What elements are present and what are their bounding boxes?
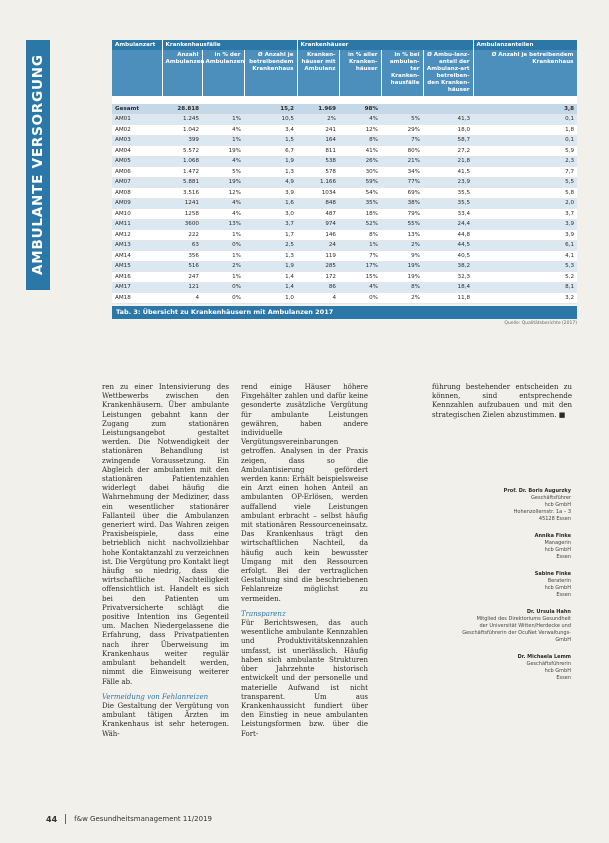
table-cell: 2% xyxy=(297,114,339,125)
table-cell: 4% xyxy=(339,114,381,125)
table-cell: 1% xyxy=(202,251,244,262)
table-cell: 5% xyxy=(381,114,423,125)
table-cell: 4,1 xyxy=(473,251,577,262)
table-cell: 8,1 xyxy=(473,282,577,293)
table-cell: 80% xyxy=(381,146,423,157)
table-cell: 79% xyxy=(381,209,423,220)
table-row xyxy=(112,198,577,209)
sub-header: Kranken-häuser mit Ambulanz xyxy=(297,50,339,96)
table-cell: AM04 xyxy=(112,146,162,157)
table-cell: 5,3 xyxy=(473,261,577,272)
table-cell: 8% xyxy=(339,230,381,241)
table-cell: 21% xyxy=(381,156,423,167)
table-cell: 4% xyxy=(202,156,244,167)
table-cell: AM15 xyxy=(112,261,162,272)
body-text xyxy=(432,383,572,420)
table-cell: 4 xyxy=(297,293,339,304)
table-row xyxy=(112,240,577,251)
table-row xyxy=(112,156,577,167)
author-name: Prof. Dr. Boris Augurzky xyxy=(503,488,571,494)
table-cell: 578 xyxy=(297,167,339,178)
group-header-ambulanzart: Ambulanzart xyxy=(112,40,162,50)
author-detail: hcb GmbH xyxy=(544,585,571,591)
table-cell: 1,7 xyxy=(244,230,297,241)
sub-header: in % bei ambulan-ter Kranken-hausfälle xyxy=(381,50,423,96)
table-cell: 19% xyxy=(202,146,244,157)
author-entry xyxy=(445,609,571,644)
table-cell: 19% xyxy=(202,177,244,188)
author-entry xyxy=(445,488,571,523)
table-cell: 0% xyxy=(202,282,244,293)
page-footer xyxy=(46,814,446,824)
table-row xyxy=(112,177,577,188)
ambulance-table-block xyxy=(112,40,577,326)
table-cell: 38,2 xyxy=(423,261,473,272)
table-cell: 1,9 xyxy=(244,156,297,167)
table-total-row xyxy=(112,104,577,114)
table-cell: AM17 xyxy=(112,282,162,293)
table-cell: 33,4 xyxy=(423,209,473,220)
table-cell: 487 xyxy=(297,209,339,220)
table-row xyxy=(112,125,577,136)
table-row xyxy=(112,282,577,293)
table-cell: 10,5 xyxy=(244,114,297,125)
table-group-header xyxy=(112,40,577,50)
table-cell: AM12 xyxy=(112,230,162,241)
table-cell: 1.042 xyxy=(162,125,202,136)
author-detail: der Universität Witten/Herdecke und xyxy=(479,623,571,629)
table-cell: AM03 xyxy=(112,135,162,146)
table-cell: 516 xyxy=(162,261,202,272)
table-cell: 12% xyxy=(202,188,244,199)
table-cell: 12% xyxy=(339,125,381,136)
table-cell: 4% xyxy=(339,282,381,293)
sub-header: in % der Ambulanzen xyxy=(202,50,244,96)
table-cell: 13% xyxy=(381,230,423,241)
table-cell: 1% xyxy=(202,272,244,283)
table-cell: 2,3 xyxy=(473,156,577,167)
author-name: Annika Finke xyxy=(534,533,571,539)
table-source: Quelle: Qualitätsberichte (2017) xyxy=(504,320,577,326)
author-name: Dr. Michaela Lemm xyxy=(517,654,571,660)
author-list xyxy=(445,488,571,692)
sub-header xyxy=(112,50,162,96)
sub-header: Ø Anzahl je betreibendem Krankenhaus xyxy=(473,50,577,96)
table-cell: 1,4 xyxy=(244,272,297,283)
table-cell: 974 xyxy=(297,219,339,230)
table-cell: 1034 xyxy=(297,188,339,199)
table-cell: 6,1 xyxy=(473,240,577,251)
table-cell: 4,9 xyxy=(244,177,297,188)
table-cell: 172 xyxy=(297,272,339,283)
table-cell: 35,5 xyxy=(423,198,473,209)
table-cell: 1% xyxy=(202,135,244,146)
body-text: ren zu einer Intensivierung des Wettbewerbs zwischen den Krankenhäusern. Über ambulante Leistungen gebahnt kann der Zugang zum stationären Leistungsangebot gestaltet werden. Die Notwendigkeit der stationären Behandlung ist zwingende Voraussetzung. Ein Abgleich der ambulanten mit den stationären Patientenzahlen widerlegt dabei häufig die Wahrnehmung der Mediziner, dass ein wesentlicher stationärer Fallanteil über die Ambulanzen generiert wird. Das Wahren zeigen Praxisbeispiele, dass eine betrieblich nicht nachvollziehbar hohe Kontaktanzahl zu verzeichnen ist. Die Vergütung pro Kontakt liegt häufig so niedrig, dass die wirtschaftliche Nachteiligkeit offensichtlich ist. Handelt es sich bei den Patienten um Privatversicherte schlägt die positive Intention ins Gegenteil um. Machen Niedergelassene die Erfahrung, dass Privatpatienten nach ihrer Überweisung im Krankenhaus weiter regulär ambulant behandelt werden, nimmt die Einweisung weiterer Fälle ab. xyxy=(102,383,229,686)
table-cell: 4% xyxy=(202,125,244,136)
subheading: Vermeidung von Fehlanreizen xyxy=(102,692,209,701)
table-cell: 3,4 xyxy=(244,125,297,136)
subheading: Transparenz xyxy=(241,609,286,618)
table-cell: 15% xyxy=(339,272,381,283)
table-cell: 222 xyxy=(162,230,202,241)
table-cell: 35% xyxy=(339,198,381,209)
group-header-ambulanzanteilen: Ambulanzanteilen xyxy=(473,40,577,50)
table-cell: 19% xyxy=(381,261,423,272)
table-cell: 3,9 xyxy=(244,188,297,199)
table-cell: 41,3 xyxy=(423,114,473,125)
table-cell: 538 xyxy=(297,156,339,167)
table-cell: 4% xyxy=(202,209,244,220)
table-cell: 3,2 xyxy=(473,293,577,304)
table-cell: 3,9 xyxy=(473,219,577,230)
table-cell: 40,5 xyxy=(423,251,473,262)
group-header-krankenhaeuser: Krankenhäuser xyxy=(297,40,473,50)
author-detail: Hohenzollernstr. 1a – 3 xyxy=(513,509,571,515)
table-cell: 77% xyxy=(381,177,423,188)
table-cell: 58,7 xyxy=(423,135,473,146)
table-cell: 1,3 xyxy=(244,167,297,178)
table-cell xyxy=(423,104,473,114)
table-cell: 63 xyxy=(162,240,202,251)
table-cell: 3600 xyxy=(162,219,202,230)
table-spacer xyxy=(112,96,577,104)
author-detail: Mitglied des Direktoriums Gesundheit xyxy=(476,616,571,622)
author-detail: GmbH xyxy=(555,637,571,643)
table-cell: 1,4 xyxy=(244,282,297,293)
table-cell: 119 xyxy=(297,251,339,262)
table-cell: 13% xyxy=(202,219,244,230)
table-cell: 32,3 xyxy=(423,272,473,283)
table-cell: 3,7 xyxy=(244,219,297,230)
table-cell: 146 xyxy=(297,230,339,241)
table-cell: AM06 xyxy=(112,167,162,178)
table-cell: 1.969 xyxy=(297,104,339,114)
table-cell: 241 xyxy=(297,125,339,136)
author-detail: Beraterin xyxy=(547,578,571,584)
author-entry xyxy=(445,533,571,561)
body-text-span: führung bestehender entscheiden zu können, sind entsprechende Kennzahlen aufzubauen und mit den strategischen Zielen abzustimmen. xyxy=(432,383,572,419)
table-cell: 35,5 xyxy=(423,188,473,199)
table-caption: Tab. 3: Übersicht zu Krankenhäusern mit Ambulanzen 2017 xyxy=(112,306,577,319)
ambulance-table xyxy=(112,40,578,304)
table-cell: 3,0 xyxy=(244,209,297,220)
footer-divider xyxy=(65,814,66,824)
author-detail: Essen xyxy=(556,592,571,598)
table-cell: 3.516 xyxy=(162,188,202,199)
table-cell: 29% xyxy=(381,125,423,136)
table-cell: 18% xyxy=(339,209,381,220)
table-cell: 5.881 xyxy=(162,177,202,188)
table-cell: 3,7 xyxy=(473,209,577,220)
table-cell: 0% xyxy=(202,240,244,251)
body-text: Für Berichtswesen, das auch wesentliche ambulante Kennzahlen und Produktivitätskennzahlen umfasst, ist unerlässlich. Häufig haben sich ambulante Strukturen über Jahrzehnte historisch entwickelt und der personelle und materielle Aufwand ist nicht transparent. Um aus Krankenhaussicht fundiert über den Einstieg in neue ambulanten Leistungsformen bzw. über die Fort- xyxy=(241,619,368,738)
table-cell: 1.166 xyxy=(297,177,339,188)
table-cell: 4% xyxy=(202,198,244,209)
body-text: rend einige Häuser höhere Fixgehälter zahlen und dafür keine gesonderte zusätzliche Vergütung für ambulante Leistungen gewähren, haben andere individuelle Vergütungsvereinbarungen getroffen. Analysen in der Praxis zeigen, dass so die Ambulantisierung gefördert werden kann: Erhält beispielsweise ein Arzt einen hohen Anteil an ambulanten OP-Erlösen, werden auffallend viele Leistungen ambulant erbracht – selbst häufig mit stationären Ressourceneinsatz. Das Krankenhaus trägt den wirtschaftlichen Nachteil, da häufig auch kein bewusster Umgang mit den Ressourcen erfolgt. Bei der vertraglichen Gestaltung sind die beschriebenen Fehlanreize möglichst zu vermeiden. xyxy=(241,383,368,603)
sub-header: Ø Anzahl je betreibendem Krankenhaus xyxy=(244,50,297,96)
table-cell: 4 xyxy=(162,293,202,304)
table-cell: 1,8 xyxy=(473,125,577,136)
author-detail: 45128 Essen xyxy=(538,516,571,522)
table-cell: 8% xyxy=(339,135,381,146)
text-column-3 xyxy=(432,383,572,420)
table-cell: 28.818 xyxy=(162,104,202,114)
table-cell: AM11 xyxy=(112,219,162,230)
section-title: AMBULANTE VERSORGUNG xyxy=(30,54,46,276)
table-cell: 1% xyxy=(202,230,244,241)
table-cell: 1.472 xyxy=(162,167,202,178)
table-cell: 7% xyxy=(339,251,381,262)
author-detail: Geschäftsführerin xyxy=(526,661,571,667)
author-detail: hcb GmbH xyxy=(544,502,571,508)
table-cell: 5,9 xyxy=(473,146,577,157)
table-row xyxy=(112,230,577,241)
table-cell: 0,1 xyxy=(473,135,577,146)
table-cell: 41% xyxy=(339,146,381,157)
author-detail: hcb GmbH xyxy=(544,668,571,674)
table-row xyxy=(112,293,577,304)
table-cell: 2% xyxy=(202,261,244,272)
author-entry xyxy=(445,571,571,599)
table-cell: 23,9 xyxy=(423,177,473,188)
table-cell xyxy=(202,104,244,114)
table-cell: 848 xyxy=(297,198,339,209)
text-column-1 xyxy=(102,383,229,739)
table-row xyxy=(112,272,577,283)
table-cell: 285 xyxy=(297,261,339,272)
author-detail: Managerin xyxy=(544,540,571,546)
table-sub-header xyxy=(112,50,577,96)
table-cell: 86 xyxy=(297,282,339,293)
table-cell: 30% xyxy=(339,167,381,178)
table-cell: 5% xyxy=(202,167,244,178)
author-detail: Geschäftsführer xyxy=(531,495,571,501)
table-cell: 6,7 xyxy=(244,146,297,157)
table-cell: 55% xyxy=(381,219,423,230)
table-cell: 811 xyxy=(297,146,339,157)
group-header-krankenhausfaelle: Krankenhausfälle xyxy=(162,40,297,50)
table-cell: Gesamt xyxy=(112,104,162,114)
table-row xyxy=(112,167,577,178)
table-cell: 0% xyxy=(202,293,244,304)
table-cell: 5,5 xyxy=(473,177,577,188)
table-cell: 5.572 xyxy=(162,146,202,157)
author-detail: Geschäftsführerin der OcuNet Verwaltungs- xyxy=(462,630,571,636)
table-row xyxy=(112,114,577,125)
table-cell: 1.068 xyxy=(162,156,202,167)
table-row xyxy=(112,188,577,199)
table-cell: 3,8 xyxy=(473,104,577,114)
end-mark: ■ xyxy=(558,410,566,419)
author-detail: hcb GmbH xyxy=(544,547,571,553)
table-cell: AM16 xyxy=(112,272,162,283)
table-cell: 1% xyxy=(339,240,381,251)
table-cell: AM01 xyxy=(112,114,162,125)
table-cell: 8% xyxy=(381,282,423,293)
table-cell: 24 xyxy=(297,240,339,251)
table-cell: 1,3 xyxy=(244,251,297,262)
table-cell: 1,0 xyxy=(244,293,297,304)
table-cell: 3,9 xyxy=(473,230,577,241)
author-name: Sabine Finke xyxy=(534,571,571,577)
table-cell: 59% xyxy=(339,177,381,188)
table-cell: 18,0 xyxy=(423,125,473,136)
table-cell: 98% xyxy=(339,104,381,114)
table-cell: AM10 xyxy=(112,209,162,220)
author-detail: Essen xyxy=(556,554,571,560)
table-cell: 15,2 xyxy=(244,104,297,114)
table-cell: 17% xyxy=(339,261,381,272)
table-cell: 1,9 xyxy=(244,261,297,272)
table-cell: 9% xyxy=(381,251,423,262)
table-cell: AM08 xyxy=(112,188,162,199)
journal-name: f&w Gesundheitsmanagement 11/2019 xyxy=(74,815,212,823)
table-cell: 0% xyxy=(339,293,381,304)
table-row xyxy=(112,219,577,230)
table-cell: 5,2 xyxy=(473,272,577,283)
table-cell: 54% xyxy=(339,188,381,199)
sub-header: Anzahl Ambulanzen xyxy=(162,50,202,96)
table-cell: 41,5 xyxy=(423,167,473,178)
table-cell: 52% xyxy=(339,219,381,230)
table-cell: 1% xyxy=(202,114,244,125)
table-cell: 121 xyxy=(162,282,202,293)
table-cell: 24,4 xyxy=(423,219,473,230)
page-number: 44 xyxy=(46,814,58,824)
author-detail: Essen xyxy=(556,675,571,681)
table-row xyxy=(112,146,577,157)
table-cell: 2,0 xyxy=(473,198,577,209)
table-cell: AM07 xyxy=(112,177,162,188)
table-cell: 38% xyxy=(381,198,423,209)
text-column-2 xyxy=(241,383,368,739)
table-cell: 1,5 xyxy=(244,135,297,146)
table-cell: 7,7 xyxy=(473,167,577,178)
table-cell xyxy=(381,104,423,114)
table-row xyxy=(112,261,577,272)
table-cell: 5,8 xyxy=(473,188,577,199)
sub-header: Ø Ambu-lanz-anteil der Ambulanz-art betreiben-den Kranken-häuser xyxy=(423,50,473,96)
author-name: Dr. Ursula Hahn xyxy=(526,609,571,615)
table-cell: AM05 xyxy=(112,156,162,167)
table-cell: AM18 xyxy=(112,293,162,304)
table-cell: 2,5 xyxy=(244,240,297,251)
table-cell: 44,8 xyxy=(423,230,473,241)
table-cell: 1.245 xyxy=(162,114,202,125)
table-cell: AM14 xyxy=(112,251,162,262)
table-cell: 2% xyxy=(381,293,423,304)
table-cell: 18,4 xyxy=(423,282,473,293)
table-row xyxy=(112,209,577,220)
table-cell: AM13 xyxy=(112,240,162,251)
table-row xyxy=(112,135,577,146)
table-cell: 164 xyxy=(297,135,339,146)
table-cell: 247 xyxy=(162,272,202,283)
table-cell: 69% xyxy=(381,188,423,199)
table-cell: AM09 xyxy=(112,198,162,209)
table-cell: 2% xyxy=(381,240,423,251)
table-row xyxy=(112,251,577,262)
table-cell: 26% xyxy=(339,156,381,167)
table-cell: 7% xyxy=(381,135,423,146)
table-cell: 19% xyxy=(381,272,423,283)
table-cell: 1,6 xyxy=(244,198,297,209)
table-cell: 11,8 xyxy=(423,293,473,304)
table-cell: 34% xyxy=(381,167,423,178)
table-cell: 356 xyxy=(162,251,202,262)
table-cell: 1241 xyxy=(162,198,202,209)
table-cell: 0,1 xyxy=(473,114,577,125)
table-cell: 399 xyxy=(162,135,202,146)
table-cell: 44,5 xyxy=(423,240,473,251)
table-cell: AM02 xyxy=(112,125,162,136)
author-entry xyxy=(445,654,571,682)
table-cell: 21,8 xyxy=(423,156,473,167)
body-text: Die Gestaltung der Vergütung von ambulant tätigen Ärzten im Krankenhaus ist sehr heterogen. Wäh- xyxy=(102,701,229,738)
sub-header: in % aller Kranken-häuser xyxy=(339,50,381,96)
table-cell: 1258 xyxy=(162,209,202,220)
table-cell: 27,2 xyxy=(423,146,473,157)
